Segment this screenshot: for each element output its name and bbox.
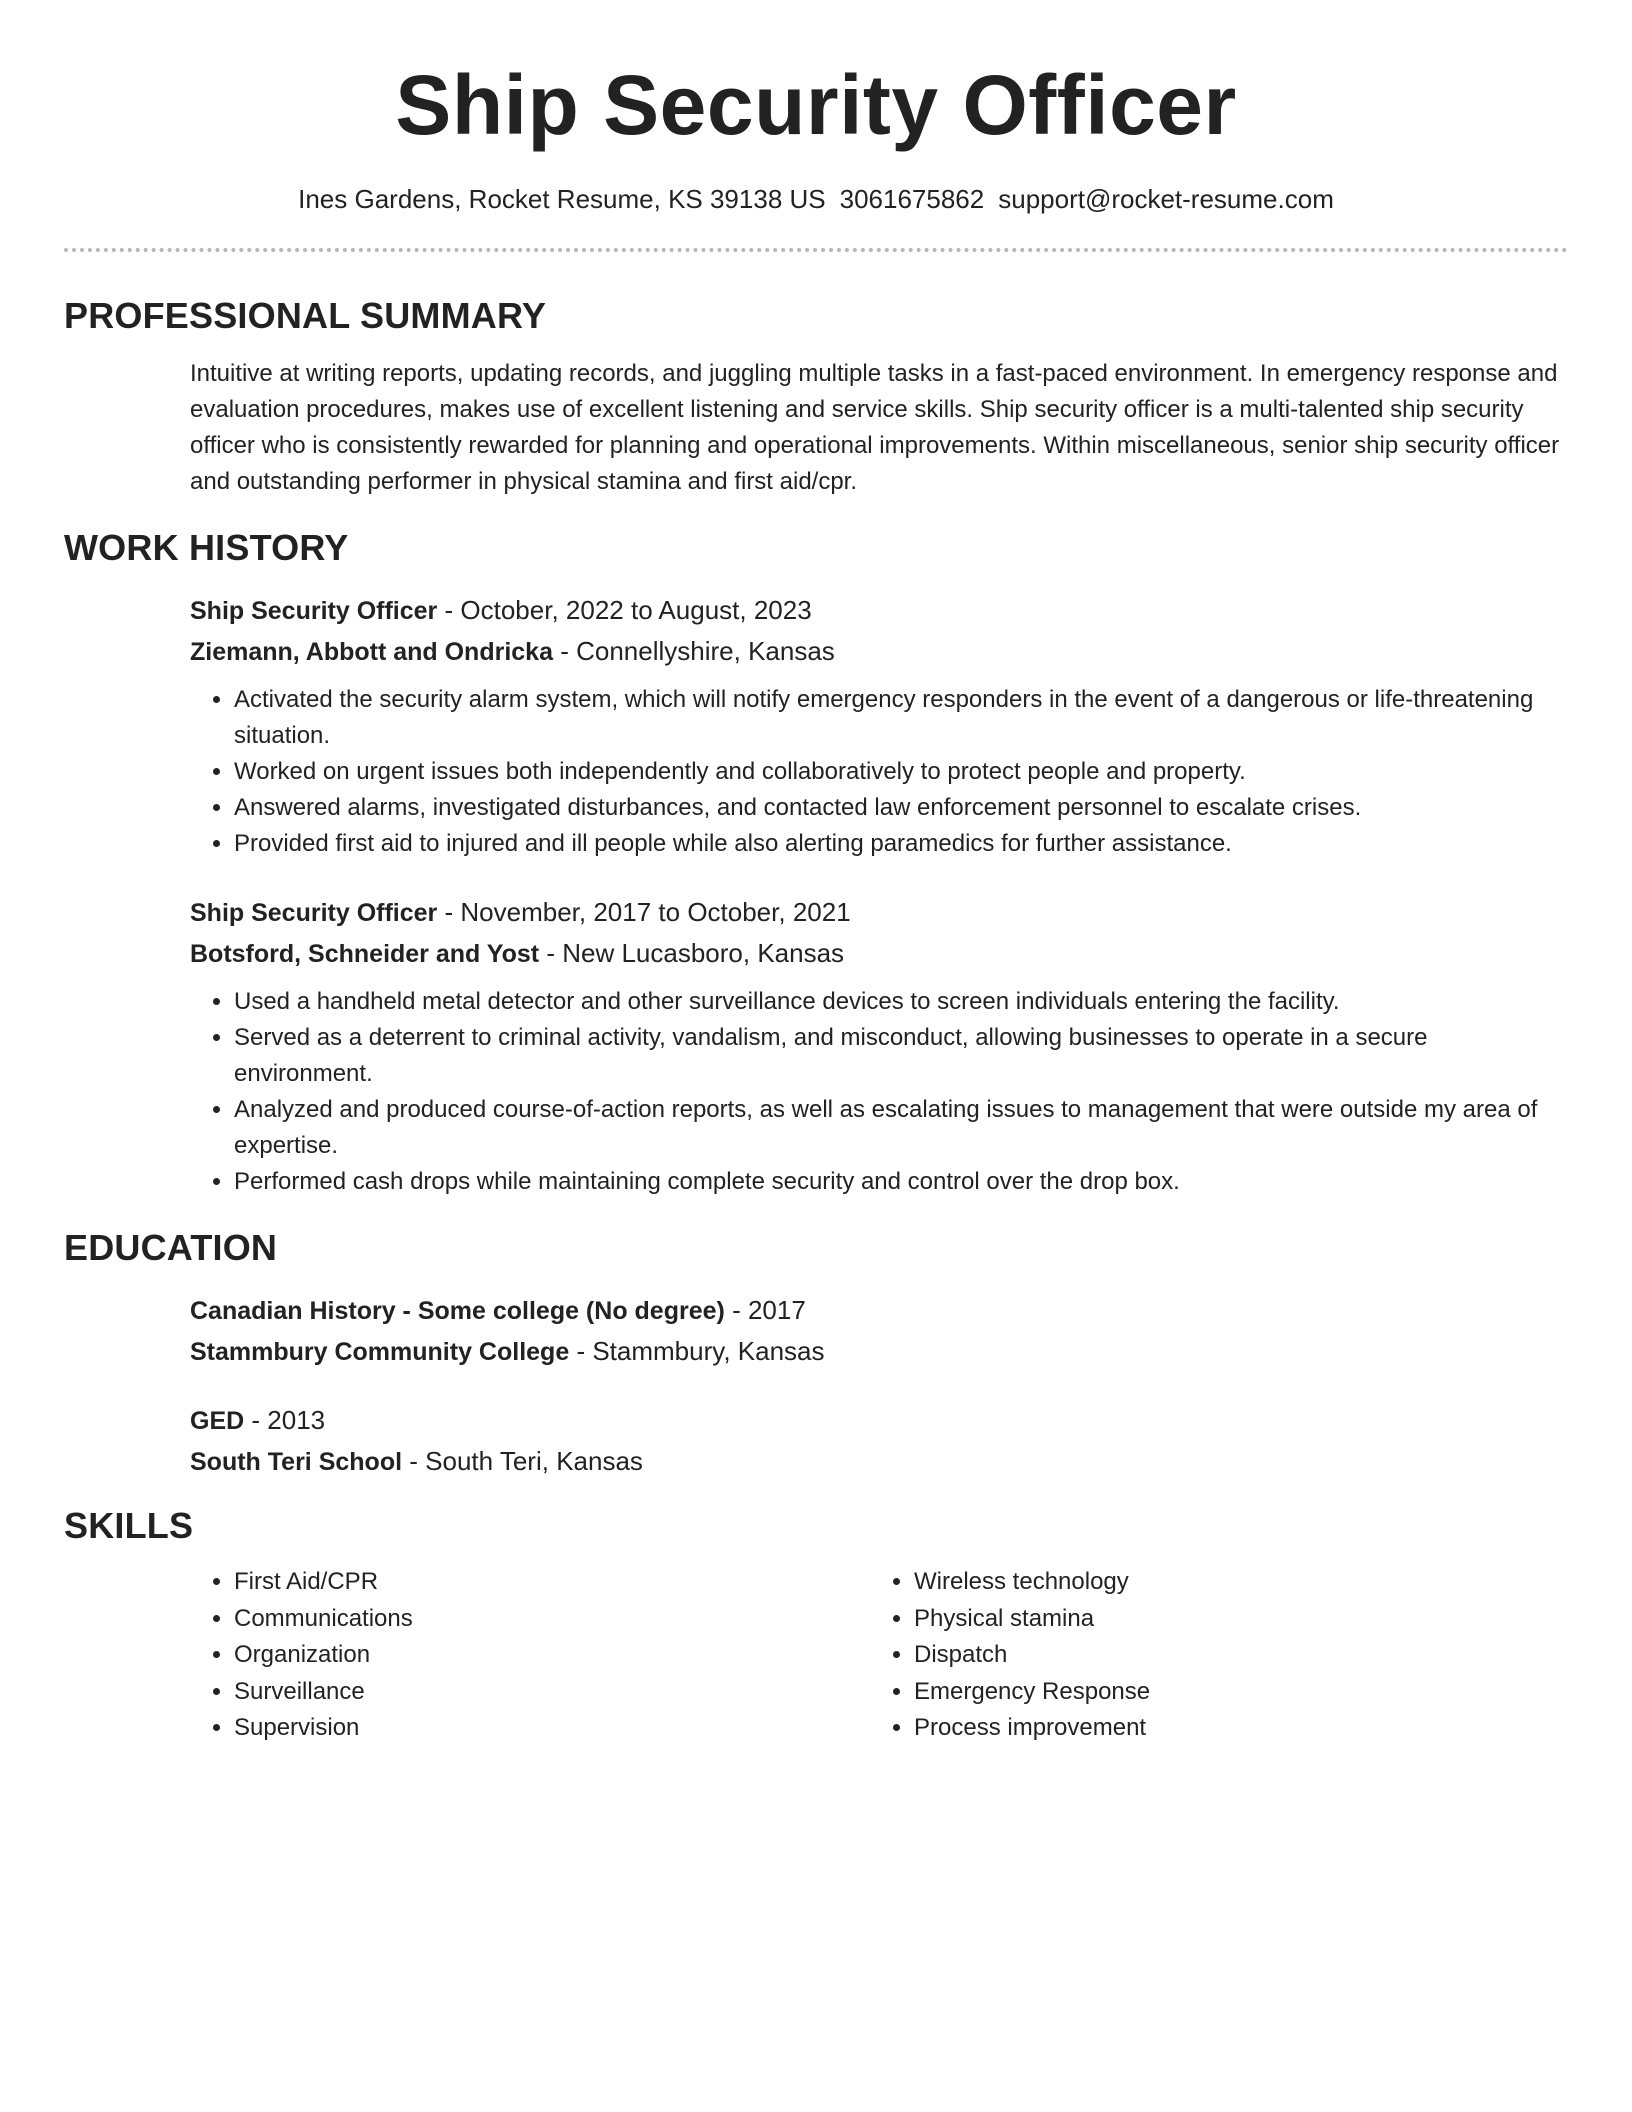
job-bullet: • Answered alarms, investigated disturbances, and contacted law enforcement personnel to escalate crises.: [234, 790, 1568, 826]
education-location: - South Teri, Kansas: [402, 1446, 643, 1476]
education-entry: [190, 1400, 1568, 1482]
job-bullet: • Served as a deterrent to criminal activity, vandalism, and misconduct, allowing businesses to operate in a secure environment.: [234, 1020, 1568, 1092]
education-degree: Canadian History - Some college (No degree): [190, 1297, 725, 1325]
work-history-heading: WORK HISTORY: [64, 527, 349, 568]
skill-item: • Physical stamina: [914, 1601, 1550, 1638]
job-bullet: • Worked on urgent issues both independently and collaboratively to protect people and property.: [234, 754, 1568, 790]
job-bullet: • Used a handheld metal detector and other surveillance devices to screen individuals entering the facility.: [234, 984, 1568, 1020]
job-dates: - November, 2017 to October, 2021: [437, 897, 851, 927]
job-dates: - October, 2022 to August, 2023: [437, 595, 812, 625]
education-school-line: [190, 1441, 1568, 1482]
job-bullet: • Analyzed and produced course-of-action reports, as well as escalating issues to management that were outside my area of expertise.: [234, 1092, 1568, 1164]
contact-address: Ines Gardens, Rocket Resume, KS 39138 US: [298, 184, 826, 214]
job-title: Ship Security Officer: [190, 899, 438, 927]
education-school: South Teri School: [190, 1448, 403, 1476]
job-bullet: • Performed cash drops while maintaining complete security and control over the drop box.: [234, 1164, 1568, 1200]
education-location: - Stammbury, Kansas: [569, 1336, 825, 1366]
job-entry: [190, 590, 1568, 862]
job-title-line: [190, 892, 1568, 933]
job-bullet: • Activated the security alarm system, which will notify emergency responders in the event of a dangerous or life-threatening situation.: [234, 682, 1568, 754]
skill-item: • Communications: [234, 1601, 870, 1638]
education-school: Stammbury Community College: [190, 1338, 570, 1366]
job-location: - Connellyshire, Kansas: [553, 636, 835, 666]
job-bullet: • Provided first aid to injured and ill people while also alerting paramedics for further assistance.: [234, 826, 1568, 862]
education-year: - 2013: [244, 1405, 326, 1435]
job-title-line: [190, 590, 1568, 631]
skill-item: • First Aid/CPR: [234, 1564, 870, 1601]
resume-title: Ship Security Officer: [395, 58, 1237, 152]
skill-item: • Dispatch: [914, 1637, 1550, 1674]
summary-heading: PROFESSIONAL SUMMARY: [64, 295, 547, 336]
skill-item: • Process improvement: [914, 1710, 1550, 1747]
education-entry: [190, 1290, 1568, 1372]
skill-item: • Organization: [234, 1637, 870, 1674]
skills-list-right: [870, 1564, 1550, 1747]
job-location: - New Lucasboro, Kansas: [539, 938, 845, 968]
header-divider: [64, 248, 1568, 252]
education-year: - 2017: [724, 1295, 806, 1325]
skill-item: • Supervision: [234, 1710, 870, 1747]
education-heading: EDUCATION: [64, 1227, 278, 1268]
contact-line: [64, 181, 1568, 217]
skill-item: • Wireless technology: [914, 1564, 1550, 1601]
job-company-line: [190, 631, 1568, 672]
job-bullets: [190, 984, 1568, 1200]
skill-item: • Surveillance: [234, 1674, 870, 1711]
skills-columns: [190, 1564, 1568, 1747]
skills-list-left: [190, 1564, 870, 1747]
skill-item: • Emergency Response: [914, 1674, 1550, 1711]
job-title: Ship Security Officer: [190, 597, 438, 625]
contact-email: support@rocket-resume.com: [998, 184, 1334, 214]
education-degree: GED: [190, 1407, 245, 1435]
job-company: Botsford, Schneider and Yost: [190, 940, 540, 968]
skills-heading: SKILLS: [64, 1505, 194, 1546]
job-company-line: [190, 933, 1568, 974]
education-school-line: [190, 1331, 1568, 1372]
contact-phone: 3061675862: [839, 184, 985, 214]
education-degree-line: [190, 1290, 1568, 1331]
education-degree-line: [190, 1400, 1568, 1441]
job-entry: [190, 892, 1568, 1200]
job-company: Ziemann, Abbott and Ondricka: [190, 638, 553, 666]
summary-text: Intuitive at writing reports, updating records, and juggling multiple tasks in a fast-paced environment. In emergency response and evaluation procedures, makes use of excellent listening and service skills. Ship security officer is a multi-talented ship security officer who is consistently rewarded for planning and operational improvements. Within miscellaneous, senior ship security officer and outstanding performer in physical stamina and first aid/cpr.: [190, 360, 1560, 495]
job-bullets: [190, 682, 1568, 862]
resume-page: [64, 0, 1568, 1747]
